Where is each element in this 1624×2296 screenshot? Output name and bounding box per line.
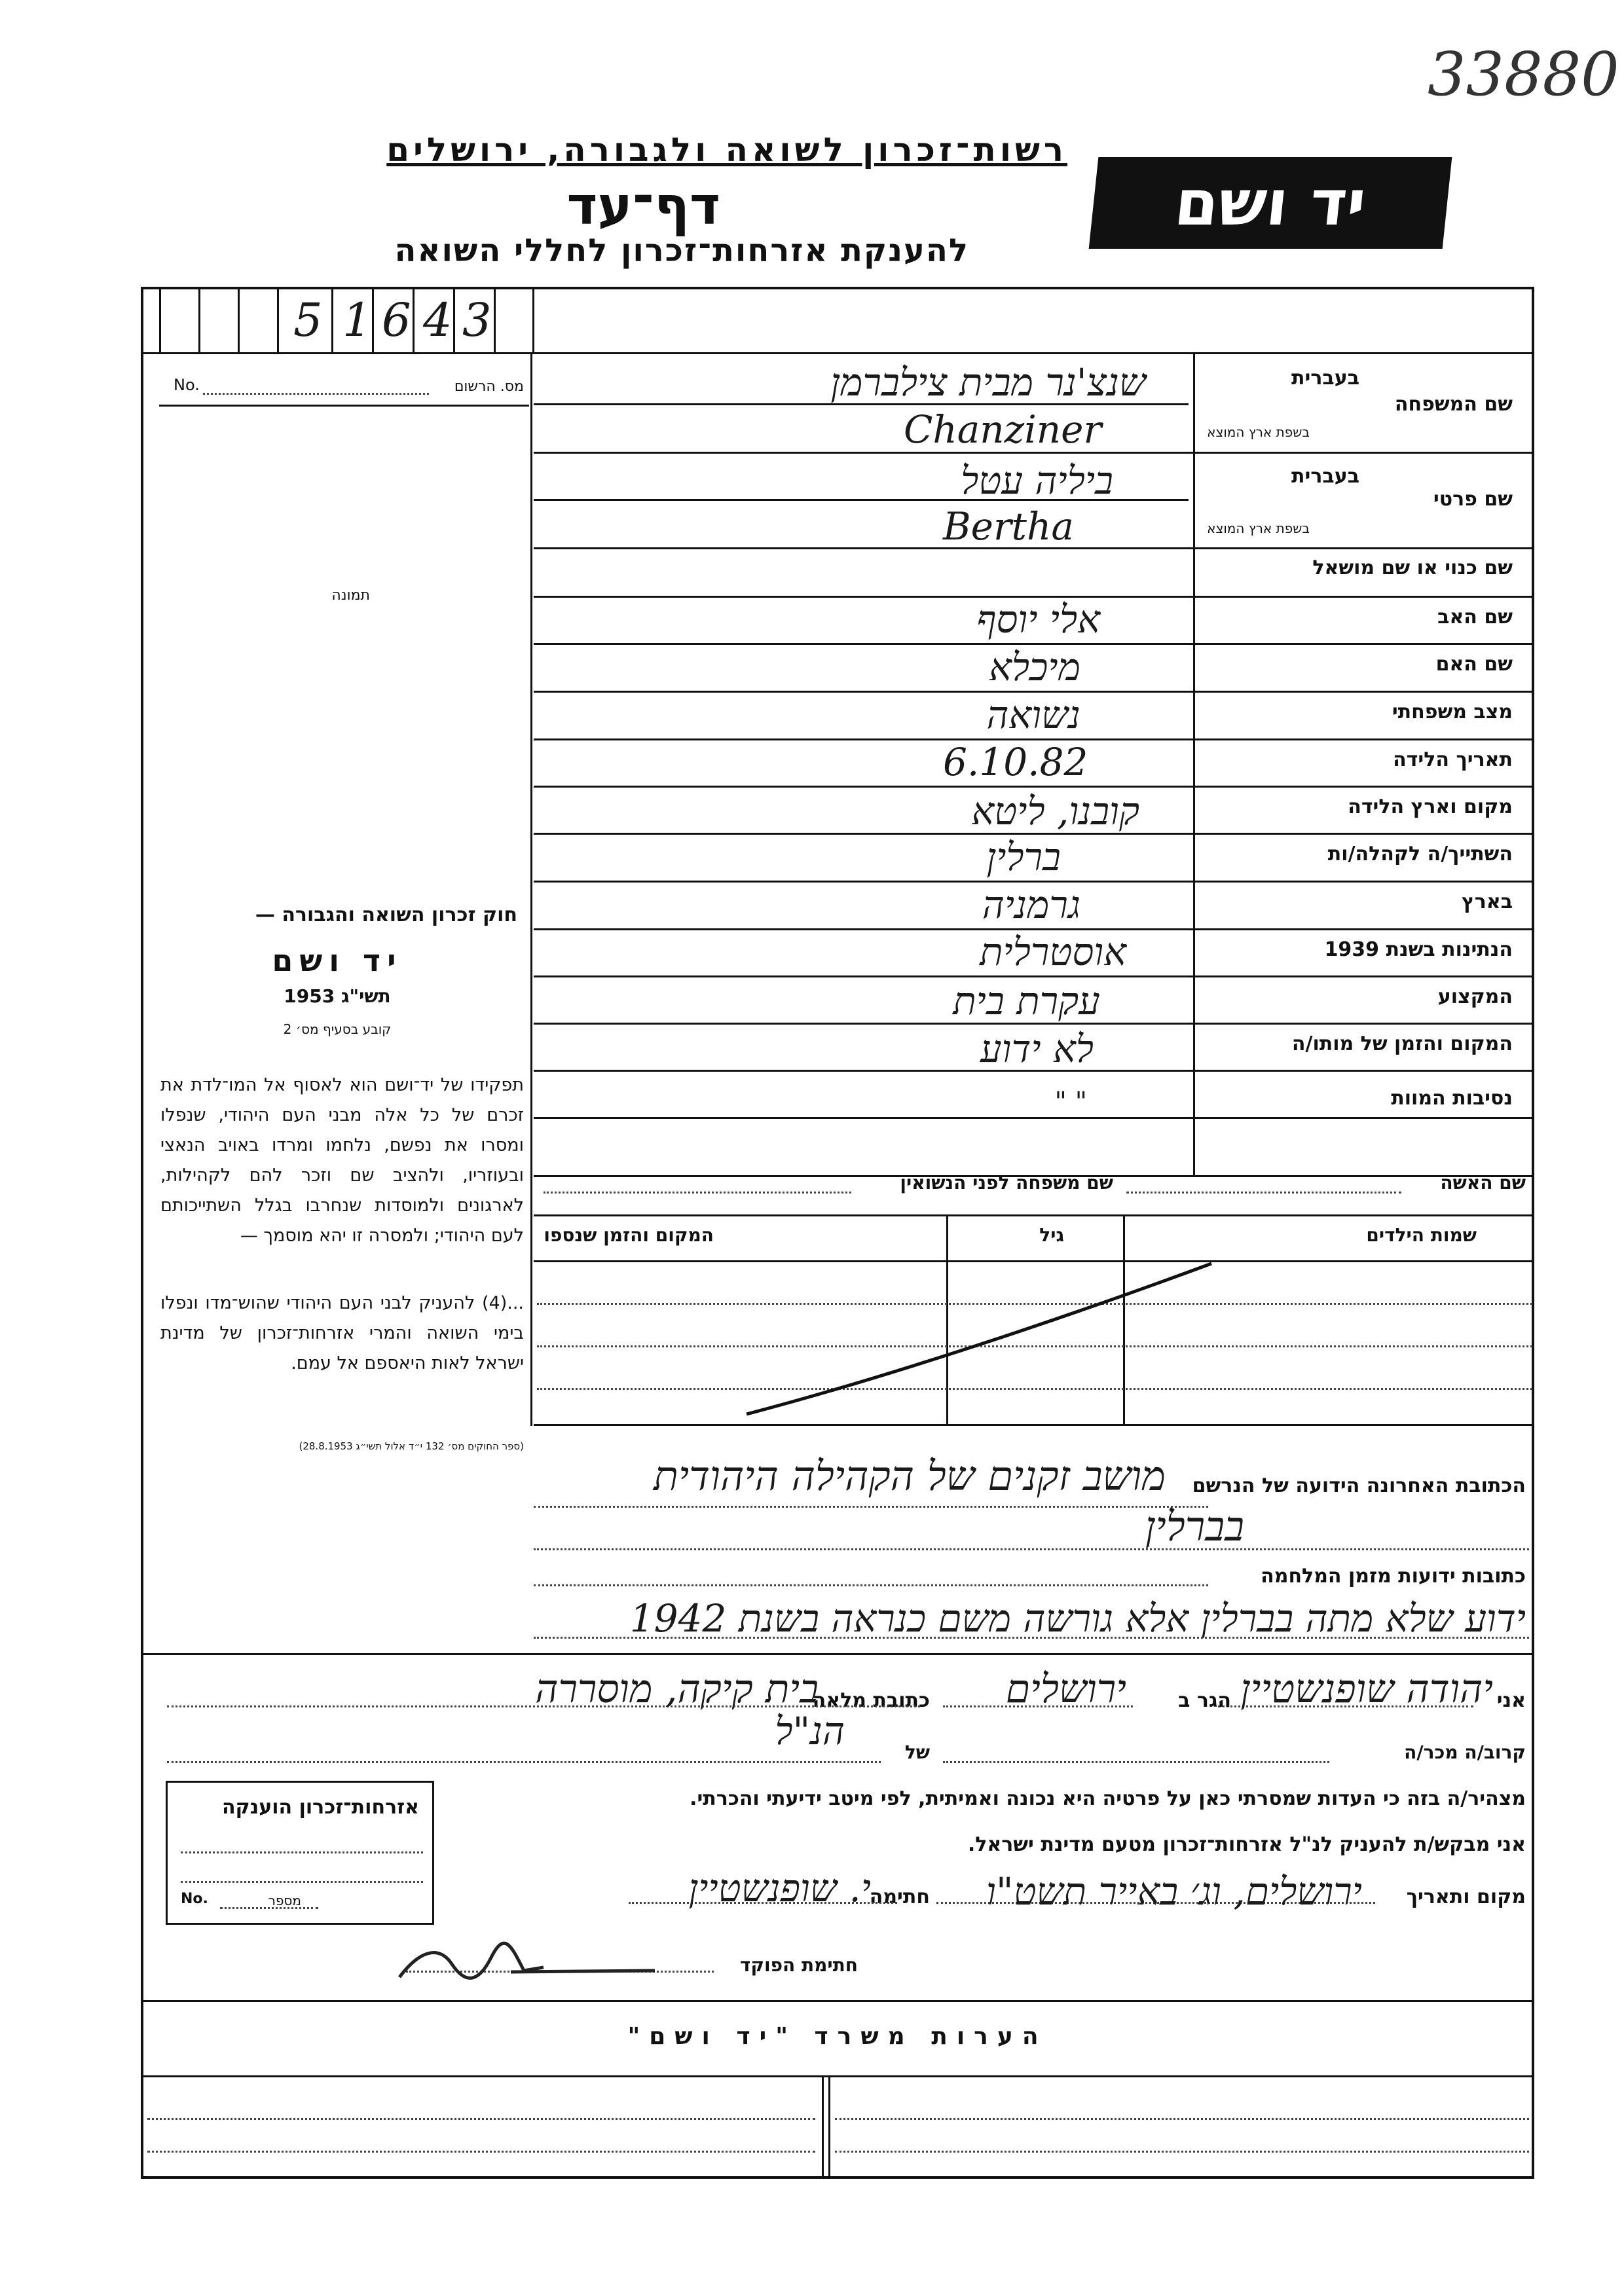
label-surname: שם המשפחה bbox=[1394, 393, 1513, 416]
label-death: המקום והזמן של מותו/ה bbox=[1291, 1032, 1513, 1055]
label-origin-lang: בשפת ארץ המוצא bbox=[1207, 424, 1310, 440]
circumstances-value: " " bbox=[1054, 1087, 1087, 1117]
record-digit: 5 bbox=[293, 293, 323, 347]
children-strikethrough bbox=[740, 1250, 1225, 1421]
header-subtitle: להענקת אזרחות־זכרון לחללי השואה bbox=[394, 232, 969, 269]
label-full-address: כתובת מלאה bbox=[812, 1689, 930, 1712]
profession-value: עקרת בית bbox=[953, 979, 1100, 1023]
signature-value: י. שופנשטיין bbox=[688, 1866, 871, 1910]
city-value: ירושלים bbox=[1005, 1666, 1126, 1712]
label-of: של bbox=[904, 1741, 930, 1763]
record-digit: 1 bbox=[342, 293, 372, 347]
full-address-value: בית קיקה, מוסררה bbox=[535, 1666, 819, 1712]
citizenship-box-no-en: No. bbox=[181, 1891, 208, 1907]
relation-value: הנ"ל bbox=[775, 1709, 845, 1753]
stamp-number: 33880 bbox=[1428, 39, 1619, 109]
label-community: השתייך/ה לקהלה/ות bbox=[1327, 843, 1513, 866]
label-official-signature: חתימת הפוקד bbox=[739, 1954, 858, 1976]
place-date-value: ירושלים, וג׳ באייר תשט"ו bbox=[986, 1869, 1362, 1914]
label-maiden-name: שם משפחה לפני הנשואין bbox=[900, 1172, 1113, 1194]
law-section: קובע בסעיף מס׳ 2 bbox=[283, 1021, 392, 1037]
mother-value: מיכלא bbox=[989, 645, 1080, 689]
record-number-boxes bbox=[159, 289, 532, 354]
label-citizenship: הנתינות בשנת 1939 bbox=[1324, 938, 1513, 961]
label-mother: שם האם bbox=[1435, 653, 1513, 676]
firstname-origin-value: Bertha bbox=[943, 504, 1074, 549]
birthplace-value: קובנו, ליטא bbox=[971, 789, 1139, 833]
label-place-date: מקום ותאריך bbox=[1406, 1886, 1526, 1908]
label-father: שם האב bbox=[1437, 606, 1513, 629]
citizenship-value: אוסטרלית bbox=[980, 930, 1126, 974]
law-text: תפקידו של יד־ושם הוא לאסוף אל המו־לדת את זכרם של כל אלה מבני העם היהודי, שנפלו ומסרו את נפשם, נלחמו ומרדו באויב הנאצי ובעוזריו, ולהציב שם וזכר להם לקהילות, לארגונים ולמוסדות שנחרבו בגלל השתייכותם לעם היהודי; ולמסרה זו יהא מוסמך — bbox=[160, 1075, 524, 1246]
children-header-names: שמות הילדים bbox=[1366, 1224, 1477, 1246]
law-year: תשי"ג 1953 bbox=[284, 985, 391, 1007]
country-value: גרמניה bbox=[982, 883, 1080, 927]
label-profession: המקצוע bbox=[1437, 985, 1513, 1008]
request-text: אני מבקש/ת להעניק לנ"ל אזרחות־זכרון מטעם מדינת ישראל. bbox=[967, 1833, 1526, 1856]
firstname-hebrew-value: ביליה עטל bbox=[961, 458, 1113, 503]
label-birthplace: מקום וארץ הלידה bbox=[1348, 795, 1513, 818]
last-address-value: מושב זקנים של הקהילה היהודית bbox=[654, 1452, 1166, 1500]
yad-vashem-logo bbox=[1089, 157, 1452, 249]
last-address-value-2: בברלין bbox=[1145, 1503, 1244, 1550]
marital-value: נשואה bbox=[986, 693, 1080, 737]
label-wartime-address: כתובות ידועות מזמן המלחמה bbox=[1261, 1565, 1526, 1588]
label-marital: מצב משפחתי bbox=[1392, 701, 1513, 723]
citizenship-box-no-he: מספר bbox=[268, 1893, 301, 1908]
law-title: חוק זכרון השואה והגבורה — bbox=[255, 903, 517, 926]
surname-origin-value: Chanziner bbox=[904, 407, 1102, 452]
label-origin-lang: בשפת ארץ המוצא bbox=[1207, 520, 1310, 536]
reg-no-label: מס. הרשום bbox=[454, 378, 524, 395]
logo-text: יד ושם bbox=[1171, 166, 1370, 240]
official-signature-scrawl bbox=[393, 1931, 668, 1990]
label-country: בארץ bbox=[1461, 890, 1513, 913]
label-last-address: הכתובת האחרונה הידועה של הנרשם bbox=[1192, 1474, 1526, 1497]
law-text: ...(4) להעניק לבני העם היהודי שהוש־מדו ונפלו בימי השואה והמרי אזרחות־זכרון של מדינת ישראל לאות היאספם אל עמם. bbox=[160, 1293, 524, 1374]
label-hebrew: בעברית bbox=[1291, 465, 1359, 488]
photo-label: תמונה bbox=[331, 587, 370, 604]
header-authority: רשות־זכרון לשואה ולגבורה, ירושלים bbox=[386, 131, 1067, 169]
label-nickname: שם כנוי או שם מושאל bbox=[1312, 556, 1513, 579]
citizenship-granted-box bbox=[166, 1781, 434, 1925]
children-header-place: המקום והזמן שנספו bbox=[544, 1224, 714, 1246]
label-firstname: שם פרטי bbox=[1433, 488, 1513, 511]
law-reference: (ספר החוקים מס׳ 132 י״ד אלול תשי״ג 28.8.1953) bbox=[299, 1440, 524, 1452]
children-header-age: גיל bbox=[1039, 1224, 1064, 1246]
death-value: לא ידוע bbox=[980, 1027, 1094, 1071]
community-value: ברלין bbox=[986, 835, 1061, 879]
label-wife: שם האשה bbox=[1440, 1172, 1526, 1194]
label-relation: קרוב/ה מכר/ה bbox=[1404, 1741, 1526, 1763]
office-notes-title: הערות משרד "יד ושם" bbox=[627, 2023, 1048, 2050]
declaration-text: מצהיר/ה בזה כי העדות שמסרתי כאן על פרטיה היא נכונה ואמיתית, לפי מיטב ידיעתי והכרתי. bbox=[690, 1787, 1526, 1810]
page-title: דף־עד bbox=[566, 175, 720, 236]
label-circumstances: נסיבות המוות bbox=[1391, 1087, 1513, 1110]
wartime-address-value: ידוע שלא מתה בברלין אלא גורשה משם כנראה בשנת 1942 bbox=[629, 1596, 1526, 1641]
declarant-name-value: יהודה שופנשטיין bbox=[1240, 1666, 1493, 1712]
label-ani: אני bbox=[1496, 1689, 1526, 1712]
label-resides-in: הגר ב bbox=[1178, 1689, 1231, 1712]
reg-no-en: No. bbox=[174, 376, 200, 394]
label-hebrew: בעברית bbox=[1291, 367, 1359, 390]
father-value: אלי יוסף bbox=[976, 597, 1100, 642]
citizenship-box-title: אזרחות־זכרון הוענקה bbox=[221, 1796, 419, 1819]
label-signature: חתימה bbox=[869, 1886, 930, 1908]
label-birthdate: תאריך הלידה bbox=[1393, 748, 1513, 771]
law-name: יד ושם bbox=[272, 943, 403, 978]
record-digit: 4 bbox=[423, 293, 452, 347]
record-digit: 6 bbox=[382, 293, 411, 347]
surname-hebrew-value: שנצ'נר מבית צילברמן bbox=[830, 360, 1146, 405]
record-digit: 3 bbox=[462, 293, 492, 347]
birthdate-value: 6.10.82 bbox=[943, 740, 1088, 784]
